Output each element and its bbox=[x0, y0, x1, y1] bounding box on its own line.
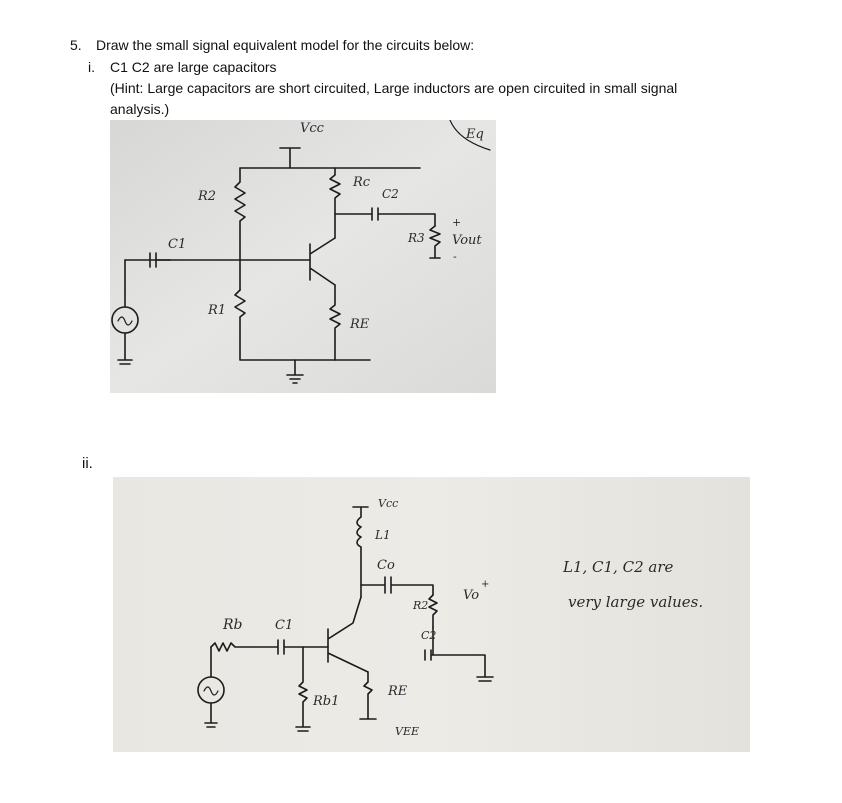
c1-label-vout-plus: + bbox=[452, 216, 462, 229]
c2-label-r2: R2 bbox=[413, 599, 429, 612]
question-text: Draw the small signal equivalent model for the circuits below: bbox=[96, 37, 475, 53]
c2-label-re: RE bbox=[388, 684, 408, 699]
c2-label-rb1: Rb1 bbox=[313, 694, 340, 709]
question-number: 5. bbox=[70, 37, 82, 53]
c1-label-c2: C2 bbox=[382, 187, 399, 201]
c1-label-vcc: Vcc bbox=[300, 121, 324, 136]
c1-label-vout: Vout bbox=[452, 233, 482, 248]
c1-label-c1: C1 bbox=[168, 237, 187, 252]
c1-label-corner: Eq bbox=[466, 127, 484, 142]
c1-label-vout-minus: - bbox=[453, 250, 457, 263]
c2-label-vo: Vo bbox=[463, 588, 480, 603]
c1-label-r1: R1 bbox=[208, 303, 227, 318]
c1-label-r2: R2 bbox=[198, 189, 217, 204]
part-ii-marker: ii. bbox=[82, 455, 93, 472]
c2-note-line-2: very large values. bbox=[568, 593, 704, 611]
circuit-2-photo bbox=[113, 477, 750, 752]
c2-note-line-1: L1, C1, C2 are bbox=[563, 558, 674, 576]
c1-label-rc: Rc bbox=[353, 175, 371, 190]
hint-line-1: (Hint: Large capacitors are short circuited, Large inductors are open circuited in small signal bbox=[110, 80, 678, 96]
c2-label-vo-plus: + bbox=[481, 579, 490, 590]
c1-label-r3: R3 bbox=[408, 231, 425, 245]
part-i-text: C1 C2 are large capacitors bbox=[110, 59, 277, 75]
c2-label-c1: C1 bbox=[275, 618, 294, 633]
part-i-marker: i. bbox=[88, 59, 95, 75]
c2-label-c2: C2 bbox=[421, 629, 437, 642]
c2-label-rb: Rb bbox=[223, 617, 243, 633]
hint-line-2: analysis.) bbox=[110, 101, 170, 117]
c1-label-re: RE bbox=[350, 317, 370, 332]
circuit-1-photo bbox=[110, 120, 496, 393]
c2-label-co: Co bbox=[377, 558, 395, 573]
c2-label-l1: L1 bbox=[375, 528, 391, 542]
c2-label-vcc: Vcc bbox=[378, 497, 399, 510]
c2-label-vee: VEE bbox=[395, 725, 420, 738]
